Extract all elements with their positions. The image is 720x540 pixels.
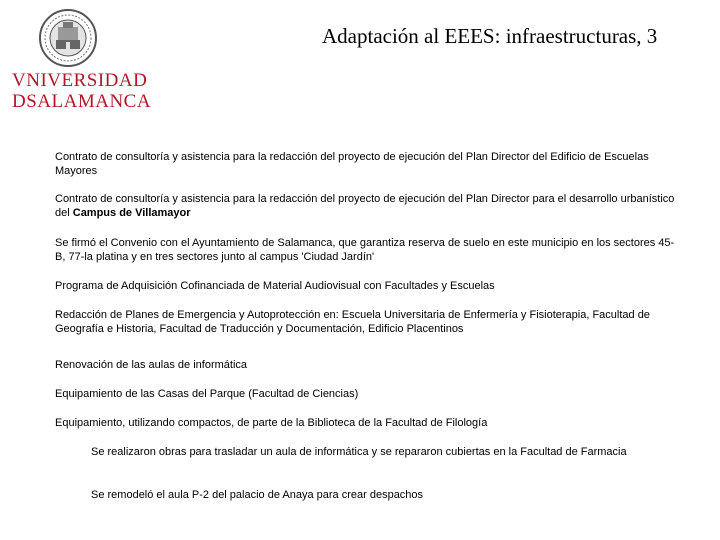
sub-list-item: Se remodeló el aula P-2 del palacio de Anaya para crear despachos (91, 489, 424, 501)
list-item: Programa de Adquisición Cofinanciada de Material Audiovisual con Facultades y Escuelas (55, 280, 495, 292)
university-logo (12, 70, 152, 112)
list-item: Se firmó el Convenio con el Ayuntamiento de Salamanca, que garantiza reserva de suelo en este municipio en los sectores 45-B, 77-la platina y en tres sectores junto al campus 'Ciudad Jardín' (55, 237, 675, 263)
list-item: Equipamiento de las Casas del Parque (Facultad de Ciencias) (55, 388, 359, 400)
list-item: Equipamiento, utilizando compactos, de parte de la Biblioteca de la Facultad de Filología (55, 417, 488, 429)
sub-list-item: Se realizaron obras para trasladar un aula de informática y se repararon cubiertas en la Facultad de Farmacia (91, 446, 627, 458)
list-item-text: Contrato de consultoría y asistencia para la redacción del proyecto de ejecución del Plan Director para el desarrollo urbanístico del (55, 193, 675, 219)
list-item: Redacción de Planes de Emergencia y Autoprotección en: Escuela Universitaria de Enfermería y Fisioterapia, Facultad de Geografía e Historia, Facultad de Traducción y Documentación, Edificio Placentinos (55, 309, 650, 335)
logo-line-2: DSALAMANCA (12, 91, 152, 112)
list-item: Renovación de las aulas de informática (55, 359, 248, 371)
page-title: Adaptación al EEES: infraestructuras, 3 (322, 24, 658, 48)
logo-line-1: VNIVERSIDAD (12, 70, 148, 91)
campus-name: Campus de Villamayor (72, 207, 191, 219)
list-item (55, 192, 675, 220)
university-seal-icon (38, 8, 98, 68)
list-item: Contrato de consultoría y asistencia para la redacción del proyecto de ejecución del Plan Director del Edificio de Escuelas Mayores (55, 151, 649, 177)
